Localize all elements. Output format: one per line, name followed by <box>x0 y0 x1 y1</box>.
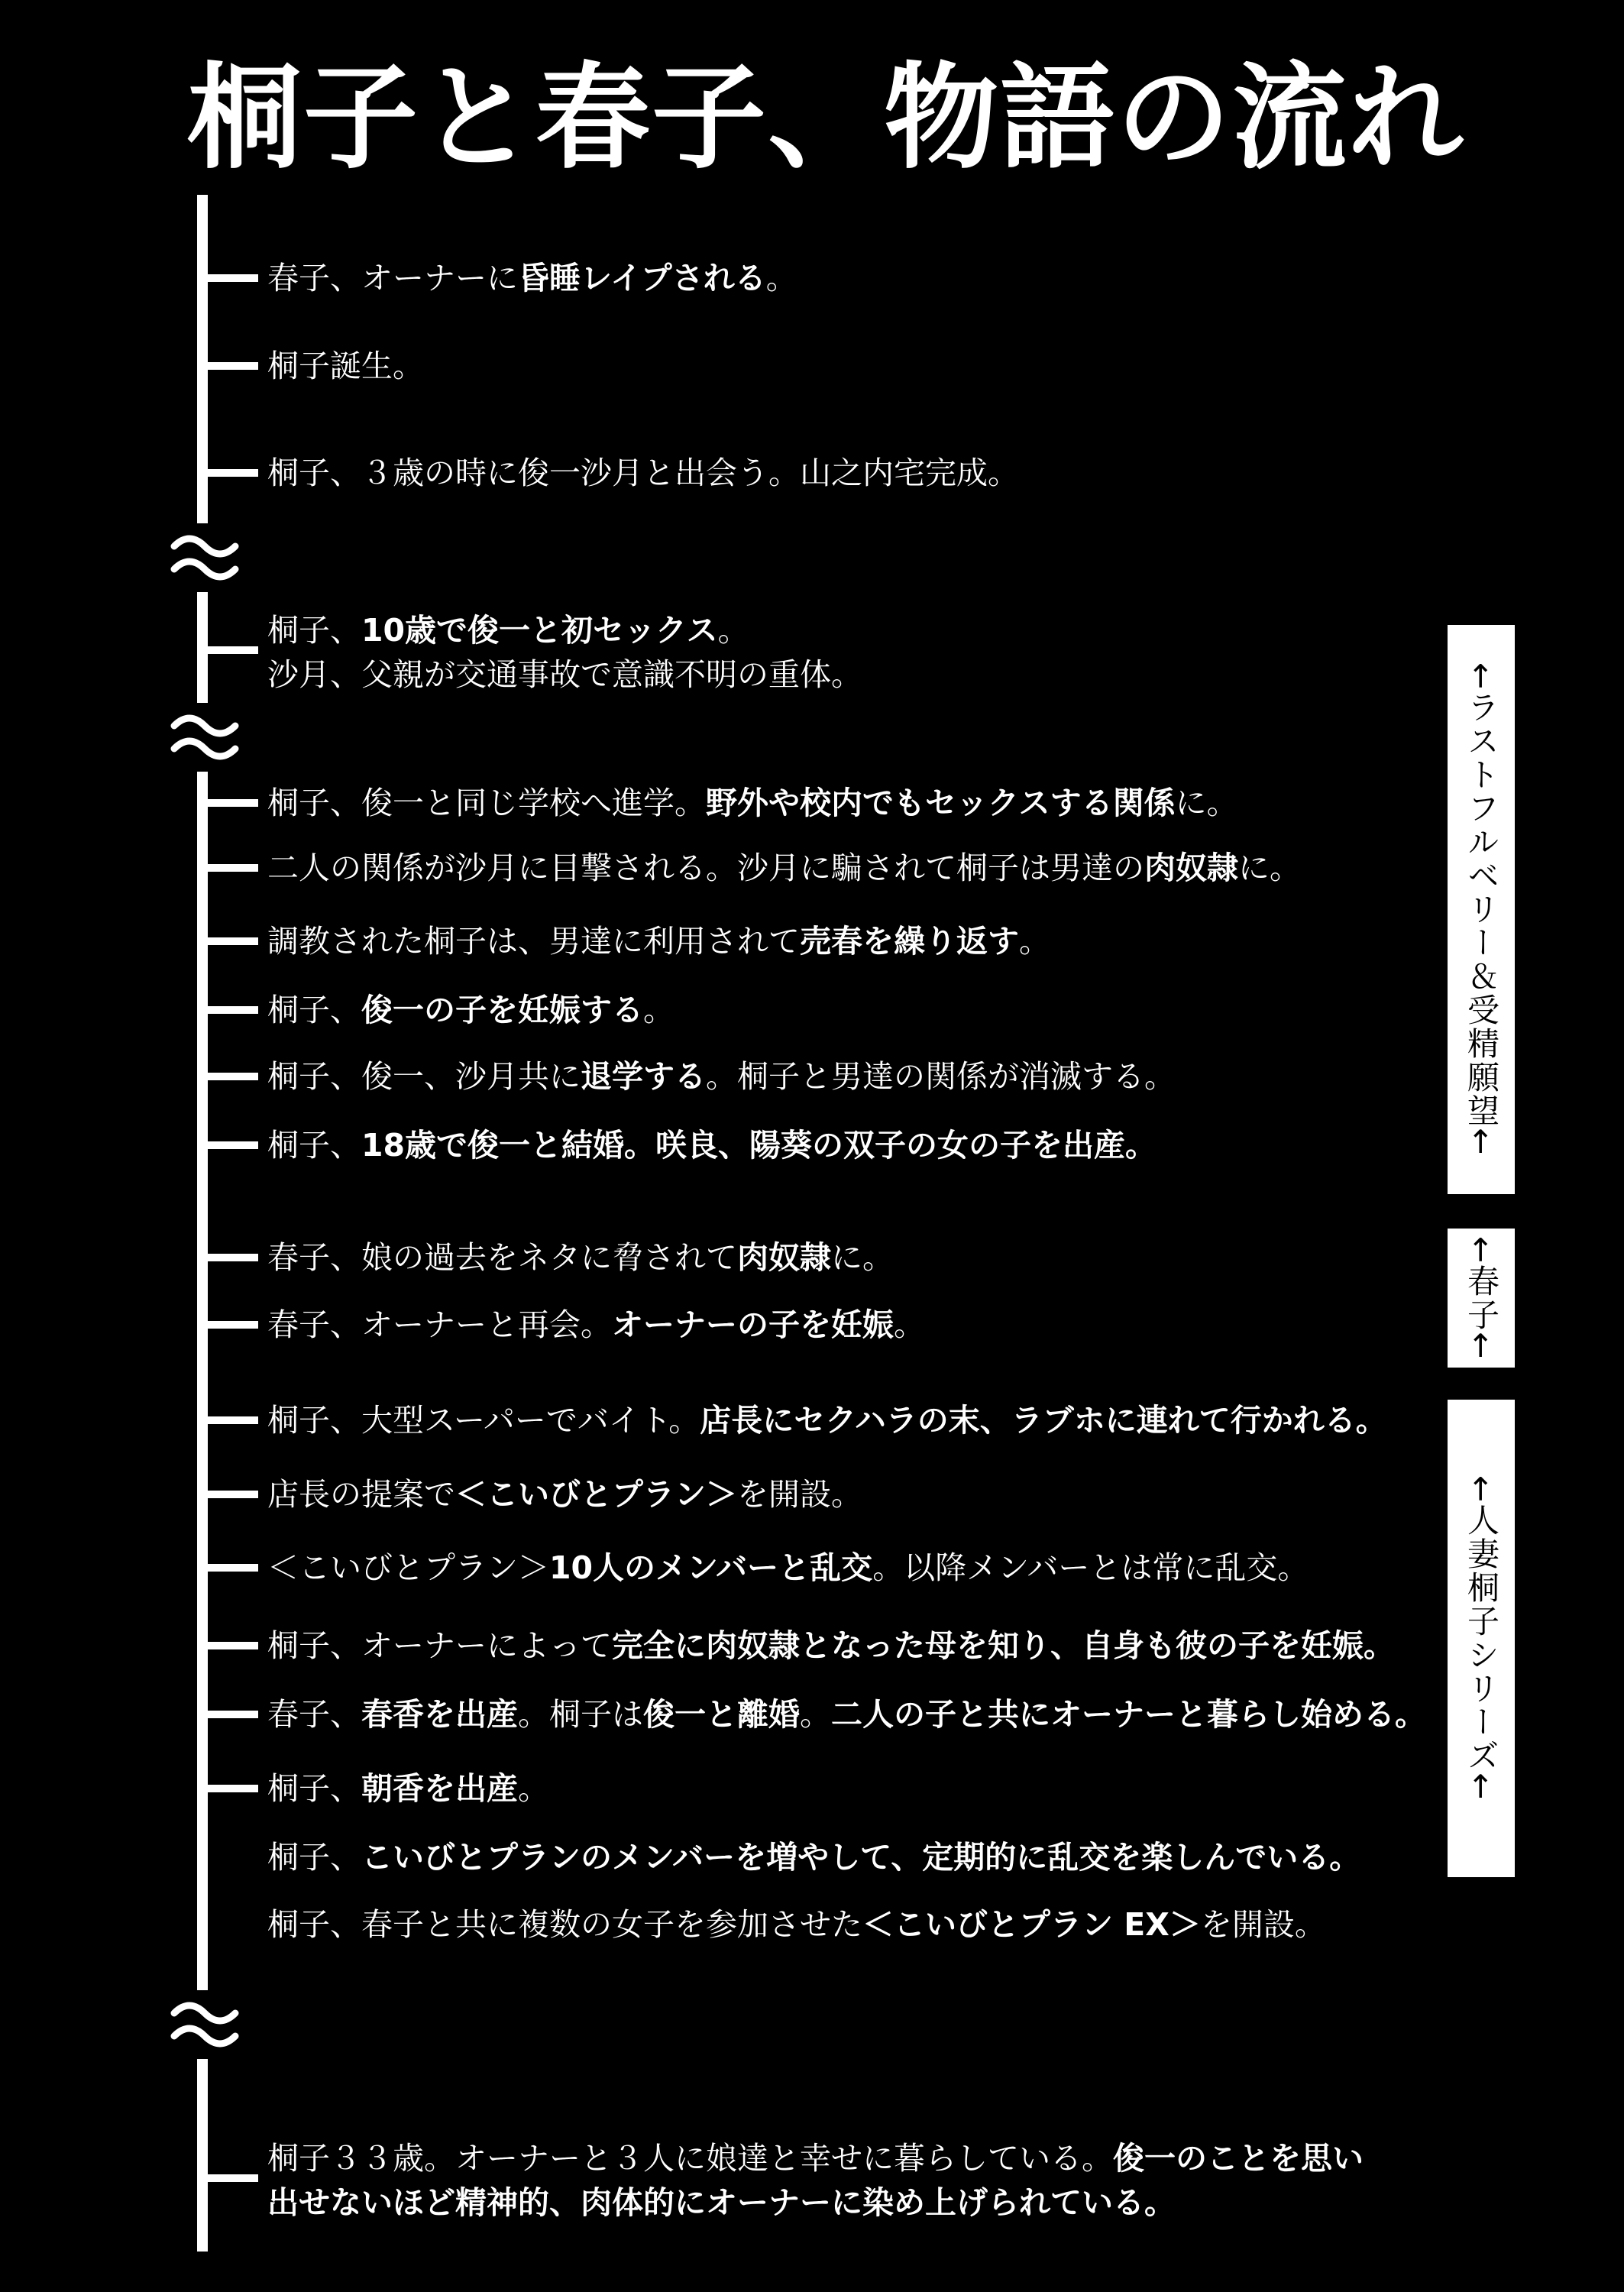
event-segment: 春子、オーナーと再会。 <box>267 1306 612 1343</box>
event-emphasis: 出せないほど精神的、肉体的にオーナーに染め上げられている。 <box>267 2184 1176 2221</box>
series-label-hitozuma-kiriko <box>1448 1400 1515 1877</box>
event-text <box>267 988 675 1032</box>
event-text <box>267 1303 925 1347</box>
timeline-tick <box>205 799 258 807</box>
event-emphasis: 俊一のことを思い <box>1113 2140 1364 2177</box>
event-segment: 。 <box>643 992 675 1028</box>
event-segment: を開設。 <box>737 1476 862 1513</box>
event-segment: に。 <box>1238 850 1301 886</box>
event-segment: 。 <box>765 260 797 296</box>
event-text <box>267 846 1301 890</box>
series-label-text: ←人妻桐子シリーズ← <box>1463 1475 1500 1802</box>
event-segment: に。 <box>831 1239 894 1276</box>
timeline-tick <box>205 2174 258 2182</box>
event-text <box>267 1902 1326 1947</box>
page-title: 桐子と春子、物語の流れ <box>187 52 1465 185</box>
event-segment: 。 <box>717 612 749 649</box>
event-text <box>267 919 1050 963</box>
event-emphasis: 俊一と離婚 <box>643 1696 800 1733</box>
event-emphasis: 俊一の子を妊娠する <box>361 992 643 1028</box>
event-segment: 桐子、俊一と同じ学校へ進学。 <box>267 785 706 821</box>
event-emphasis: 退学する <box>581 1058 706 1095</box>
timeline-tick <box>205 274 258 282</box>
event-segment: を開設。 <box>1200 1906 1326 1943</box>
event-text <box>267 2136 1364 2225</box>
timeline-tick <box>205 1642 258 1649</box>
event-emphasis: 肉奴隷 <box>1144 850 1238 886</box>
timeline-tick <box>205 1711 258 1718</box>
series-label-text: ←ラストフルベリー＆受精願望← <box>1463 662 1500 1157</box>
event-segment: に。 <box>1175 785 1238 821</box>
event-emphasis: オーナーの子を妊娠 <box>612 1306 894 1343</box>
event-text <box>267 1472 862 1517</box>
timeline-tick <box>205 1141 258 1149</box>
event-emphasis: こいびとプランのメンバーを増やして、定期的に乱交を楽しんでいる。 <box>361 1839 1361 1876</box>
timeline-tick <box>205 864 258 872</box>
event-emphasis: 二人の子と共にオーナーと暮らし始める。 <box>831 1696 1426 1733</box>
timeline-break-icon <box>167 1990 243 2059</box>
event-text <box>267 1546 1309 1590</box>
timeline-tick <box>205 1006 258 1014</box>
event-text <box>267 1235 894 1280</box>
event-text <box>267 1123 1157 1167</box>
event-emphasis: 10歳で俊一と初セックス <box>361 612 718 649</box>
event-text <box>267 256 797 300</box>
series-label-lastfullberry <box>1448 625 1515 1194</box>
event-text <box>267 1398 1387 1442</box>
event-segment: 。 <box>800 1696 831 1733</box>
event-emphasis: 野外や校内でもセックスする関係 <box>706 785 1176 821</box>
event-text <box>267 1054 1176 1099</box>
timeline-tick <box>205 362 258 370</box>
timeline-tick <box>205 469 258 477</box>
event-text <box>267 1835 1360 1879</box>
event-segment: 桐子、 <box>267 1839 361 1876</box>
event-text <box>267 451 1019 495</box>
event-segment: 桐子、 <box>267 992 361 1028</box>
event-emphasis: 昏睡レイプされる <box>518 260 766 296</box>
event-emphasis: 店長にセクハラの末、ラブホに連れて行かれる。 <box>700 1402 1387 1439</box>
event-text <box>267 608 862 697</box>
event-segment: 。桐子は <box>518 1696 643 1733</box>
event-emphasis: 肉奴隷 <box>737 1239 831 1276</box>
event-emphasis: 18歳で俊一と結婚。咲良、陽葵の双子の女の子を出産。 <box>361 1127 1157 1164</box>
event-segment: 桐子誕生。 <box>267 348 424 384</box>
event-emphasis: 春香を出産 <box>361 1696 518 1733</box>
event-emphasis: ＜こいびとプラン＞ <box>455 1476 737 1513</box>
timeline-tick <box>205 1073 258 1080</box>
event-text <box>267 1624 1395 1668</box>
event-segment: 。 <box>894 1306 925 1343</box>
event-segment: 。桐子と男達の関係が消滅する。 <box>706 1058 1176 1095</box>
event-segment: 沙月、父親が交通事故で意識不明の重体。 <box>267 656 862 693</box>
event-segment: 。 <box>1019 923 1050 960</box>
event-segment: 。 <box>518 1770 549 1807</box>
event-segment: 桐子３３歳。オーナーと３人に娘達と幸せに暮らしている。 <box>267 2140 1113 2177</box>
timeline-tick <box>205 1785 258 1792</box>
event-emphasis: 朝香を出産 <box>361 1770 518 1807</box>
timeline-break-icon <box>167 703 243 772</box>
event-emphasis: 売春を繰り返す <box>800 923 1019 960</box>
event-text <box>267 344 424 388</box>
event-segment: 二人の関係が沙月に目撃される。沙月に騙されて桐子は男達の <box>267 850 1144 886</box>
event-segment: 桐子、大型スーパーでバイト。 <box>267 1402 700 1439</box>
timeline-tick <box>205 937 258 945</box>
event-text <box>267 1766 549 1811</box>
timeline-break-icon <box>167 523 243 592</box>
event-emphasis: 10人のメンバーと乱交 <box>549 1549 873 1586</box>
timeline-tick <box>205 1564 258 1572</box>
event-segment: 春子、オーナーに <box>267 260 518 296</box>
event-emphasis: ＜こいびとプラン EX＞ <box>862 1906 1201 1943</box>
event-segment: 桐子、俊一、沙月共に <box>267 1058 581 1095</box>
event-segment: 調教された桐子は、男達に利用されて <box>267 923 800 960</box>
event-emphasis: 完全に肉奴隷となった母を知り、自身も彼の子を妊娠。 <box>612 1627 1395 1664</box>
event-segment: 桐子、 <box>267 612 361 649</box>
timeline-tick <box>205 1416 258 1424</box>
series-label-haruko <box>1448 1229 1515 1368</box>
event-segment: 桐子、３歳の時に俊一沙月と出会う。山之内宅完成。 <box>267 455 1019 491</box>
event-segment: 桐子、 <box>267 1770 361 1807</box>
event-text <box>267 781 1238 825</box>
series-label-text: ←春子← <box>1463 1235 1500 1361</box>
timeline-line <box>197 195 208 2252</box>
timeline-tick <box>205 1321 258 1329</box>
event-segment: ＜こいびとプラン＞ <box>267 1549 549 1586</box>
event-segment: 店長の提案で <box>267 1476 455 1513</box>
timeline-tick <box>205 646 258 654</box>
event-segment: 。以降メンバーとは常に乱交。 <box>872 1549 1309 1586</box>
event-segment: 桐子、春子と共に複数の女子を参加させた <box>267 1906 862 1943</box>
timeline-tick <box>205 1491 258 1498</box>
event-text <box>267 1692 1426 1737</box>
timeline-tick <box>205 1254 258 1261</box>
event-segment: 春子、 <box>267 1696 361 1733</box>
event-segment: 桐子、オーナーによって <box>267 1627 612 1664</box>
event-segment: 桐子、 <box>267 1127 361 1164</box>
event-segment: 春子、娘の過去をネタに脅されて <box>267 1239 737 1276</box>
